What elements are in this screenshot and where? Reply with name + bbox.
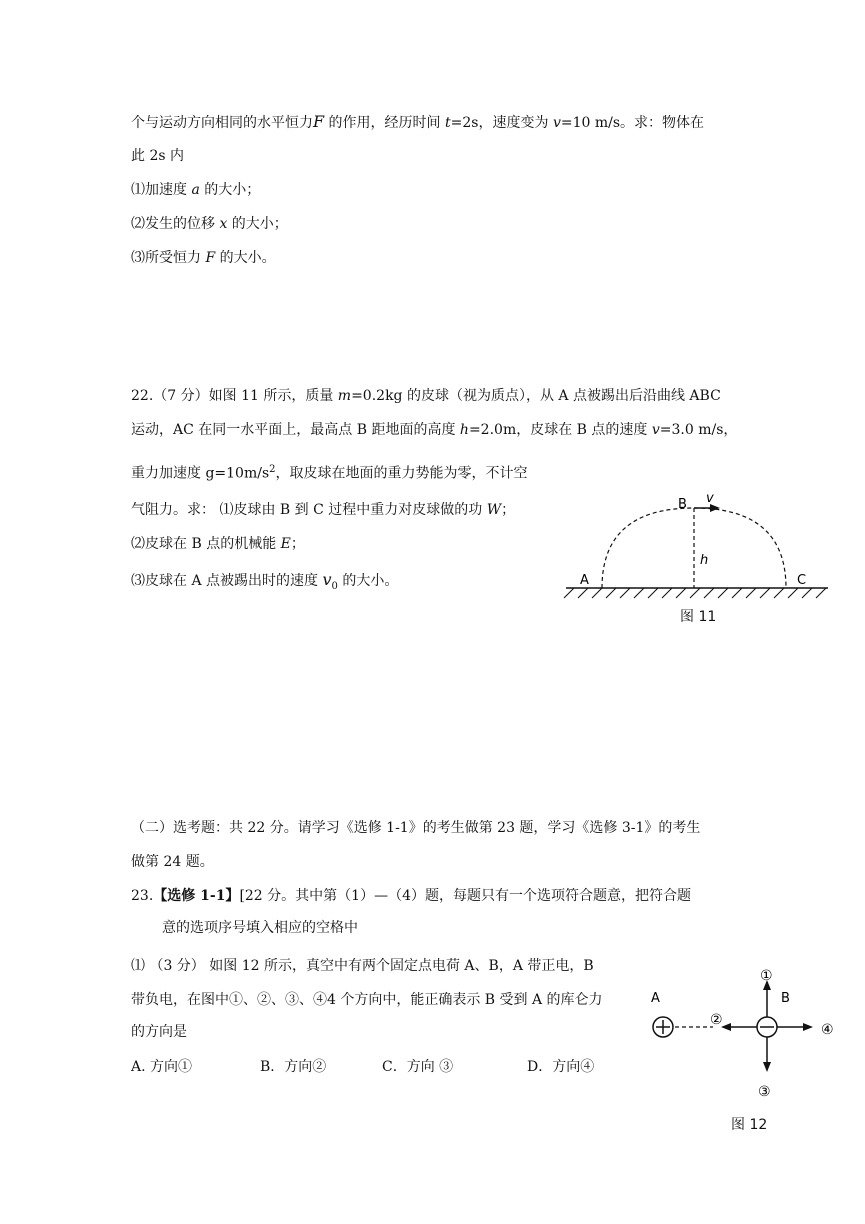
option-c: C．方向 ③ bbox=[382, 1059, 454, 1075]
direction-arrows bbox=[729, 988, 805, 1064]
velocity-label: v bbox=[706, 491, 714, 506]
option-a: A. 方向① bbox=[131, 1059, 193, 1075]
q22-part-2: ⑵皮球在 B 点的机械能 E； bbox=[131, 536, 305, 552]
figure-12-caption: 图 12 bbox=[731, 1117, 768, 1133]
q21-part-3: ⑶所受恒力 F 的大小。 bbox=[131, 250, 276, 266]
q23-line-2: 意的选项序号填入相应的空格中 bbox=[162, 920, 358, 936]
section-2-line-2: 做第 24 题。 bbox=[131, 854, 214, 870]
direction-2-label: ② bbox=[710, 1012, 723, 1028]
q22-line-1: 22.（7 分）如图 11 所示，质量 m=0.2kg 的皮球（视为质点），从 A 点被踢出后沿曲线 ABC bbox=[131, 388, 721, 404]
force-symbol: F bbox=[313, 112, 325, 131]
direction-1-label: ① bbox=[760, 968, 773, 984]
q21-line-1: 个与运动方向相同的水平恒力F 的作用，经历时间 t=2s，速度变为 v=10 m/s。求：物体在 bbox=[131, 112, 705, 131]
point-b-label: B bbox=[678, 497, 687, 512]
ground-hatching bbox=[564, 588, 826, 598]
option-d: D．方向④ bbox=[527, 1059, 595, 1075]
q22-line-3: 重力加速度 $g=10m/s^2$，取皮球在地面的重力势能为零，不计空 bbox=[131, 464, 528, 482]
q23-sub1-line-3: 的方向是 bbox=[131, 1024, 187, 1040]
q22-line-4: 气阻力。求： ⑴皮球由 B 到 C 过程中重力对皮球做的功 W； bbox=[131, 502, 516, 518]
arrow-right-icon bbox=[803, 1023, 813, 1031]
q23-sub1-line-2: 带负电，在图中①、②、③、④4 个方向中，能正确表示 B 受到 A 的库仑力 bbox=[131, 992, 603, 1008]
direction-4-label: ④ bbox=[821, 1022, 834, 1038]
q22-part-3: ⑶皮球在 A 点被踢出时的速度 $v_0$ 的大小。 bbox=[131, 570, 399, 592]
height-label: h bbox=[700, 553, 709, 568]
option-b: B．方向② bbox=[260, 1059, 327, 1075]
section-2-line-1: （二）选考题：共 22 分。请学习《选修 1-1》的考生做第 23 题，学习《选修 3-1》的考生 bbox=[131, 820, 701, 836]
q21-part-2: ⑵发生的位移 x 的大小； bbox=[131, 216, 288, 232]
point-c-label: C bbox=[797, 573, 807, 588]
charge-b-label: B bbox=[781, 991, 790, 1006]
q21-part-1: ⑴加速度 a 的大小； bbox=[131, 182, 261, 198]
q23-line-1: 23.【选修 1-1】[22 分。其中第（1）—（4）题，每题只有一个选项符合题意，把符合题 bbox=[131, 888, 691, 904]
arrow-down-icon bbox=[763, 1062, 771, 1072]
q21-line-2: 此 2s 内 bbox=[131, 148, 184, 164]
point-a-label: A bbox=[580, 573, 589, 588]
direction-3-label: ③ bbox=[758, 1084, 771, 1100]
q22-line-2: 运动，AC 在同一水平面上，最高点 B 距地面的高度 h=2.0m，皮球在 B 点的速度 v=3.0 m/s， bbox=[131, 422, 738, 438]
figure-12-charges bbox=[645, 960, 845, 1110]
trajectory-arc bbox=[602, 508, 786, 588]
figure-11-caption: 图 11 bbox=[680, 609, 717, 625]
q23-sub1-line-1: ⑴ （3 分） 如图 12 所示，真空中有两个固定点电荷 A、B，A 带正电，B bbox=[131, 958, 594, 974]
charge-a-label: A bbox=[651, 991, 660, 1006]
figure-11-trajectory bbox=[560, 490, 840, 610]
